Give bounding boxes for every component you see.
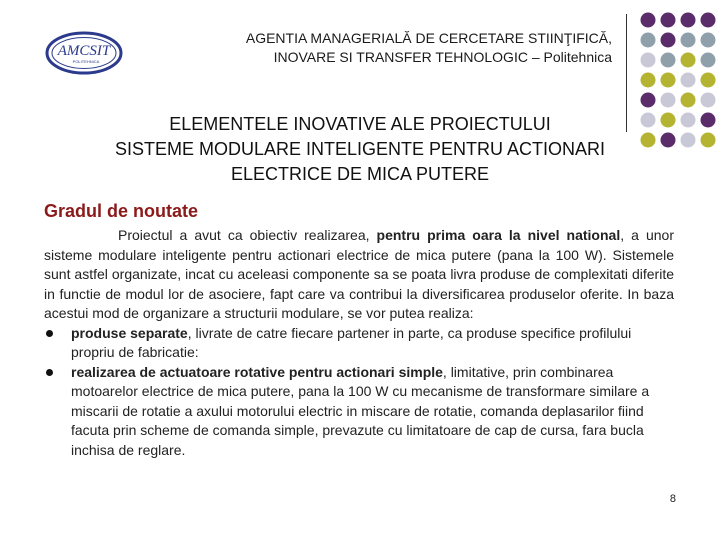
bullet-text: , limitative, prin combinarea motoarelor electrice de mica putere, pana la 100 W cu mecanisme de transformare similare a miscarii de rotatie a axului motorului electric in miscare de rotatie, comanda deplasarilor fiind facuta prin scheme de comanda simple, prevazute cu limitatoare de cap de cursa, fara bucla inchisa de reglare. (71, 363, 650, 458)
bullet-bold: realizarea de actuatoare rotative pentru actionari simple (71, 363, 443, 380)
list-item (44, 324, 674, 363)
title-line-1: ELEMENTELE INOVATIVE ALE PROIECTULUI (169, 114, 551, 134)
amcsit-logo (44, 30, 124, 76)
decorative-dot (701, 73, 716, 88)
title-line-2: SISTEME MODULARE INTELIGENTE PENTRU ACTIONARI (114, 139, 606, 159)
paragraph-text-1: Proiectul a avut ca obiectiv realizarea, (118, 227, 377, 243)
paragraph-bold: pentru prima oara la nivel national (376, 227, 621, 243)
decorative-dot (661, 33, 676, 48)
decorative-dot (661, 93, 676, 108)
header-line-2: INOVARE SI TRANSFER TEHNOLOGIC – Politehnica (273, 49, 612, 65)
decorative-dot (701, 13, 716, 28)
decorative-dot (661, 113, 676, 128)
decorative-dot (681, 133, 696, 148)
decorative-dot (661, 133, 676, 148)
decorative-dot (661, 73, 676, 88)
section-heading: Gradul de noutate (44, 201, 199, 221)
decorative-dot (641, 33, 656, 48)
decorative-dot (701, 113, 716, 128)
decorative-dot (641, 13, 656, 28)
decorative-dot (701, 133, 716, 148)
body-text (44, 226, 674, 460)
slide-title (60, 112, 660, 187)
decorative-dot (701, 33, 716, 48)
decorative-dot (681, 93, 696, 108)
decorative-dot (681, 113, 696, 128)
bullet-icon (46, 330, 53, 337)
decorative-dot (641, 73, 656, 88)
bullet-text: , livrate de catre fiecare partener in parte, ca produse specifice profilului propriu de fabricatie: (71, 324, 632, 360)
decorative-dot (681, 53, 696, 68)
decorative-dot (641, 93, 656, 108)
svg-text:POLITEHNICA: POLITEHNICA (72, 59, 100, 64)
decorative-dot (701, 53, 716, 68)
svg-text:AMCSIT: AMCSIT (57, 43, 111, 59)
list-item (44, 363, 674, 461)
decorative-dot (681, 13, 696, 28)
paragraph-text-2: , a unor sisteme modulare inteligente pentru actionari electrice de mica putere (pana la 100 W). Sistemele sunt astfel organizate, incat cu aceleasi componente sa se poata livra produse de complexitati diferite in functie de modul lor de asociere, fapt care va contribui la diversificarea produselor oferite. In baza acestui mod de organizare a structurii modulare, se vor putea realiza: (44, 227, 674, 321)
agency-header (150, 29, 612, 67)
decorative-dot (661, 13, 676, 28)
decorative-dot (681, 33, 696, 48)
title-line-3: ELECTRICE DE MICA PUTERE (230, 164, 490, 184)
bullet-icon (46, 369, 53, 376)
bullet-bold: produse separate (71, 324, 188, 341)
decorative-dot (661, 53, 676, 68)
bullet-list (44, 324, 674, 461)
header-line-1: AGENTIA MANAGERIALĂ DE CERCETARE STIINŢIFICĂ, (245, 30, 612, 46)
decorative-dot (701, 93, 716, 108)
page-number: 8 (669, 493, 676, 505)
intro-paragraph (44, 226, 674, 324)
decorative-dot (641, 53, 656, 68)
decorative-dot (681, 73, 696, 88)
